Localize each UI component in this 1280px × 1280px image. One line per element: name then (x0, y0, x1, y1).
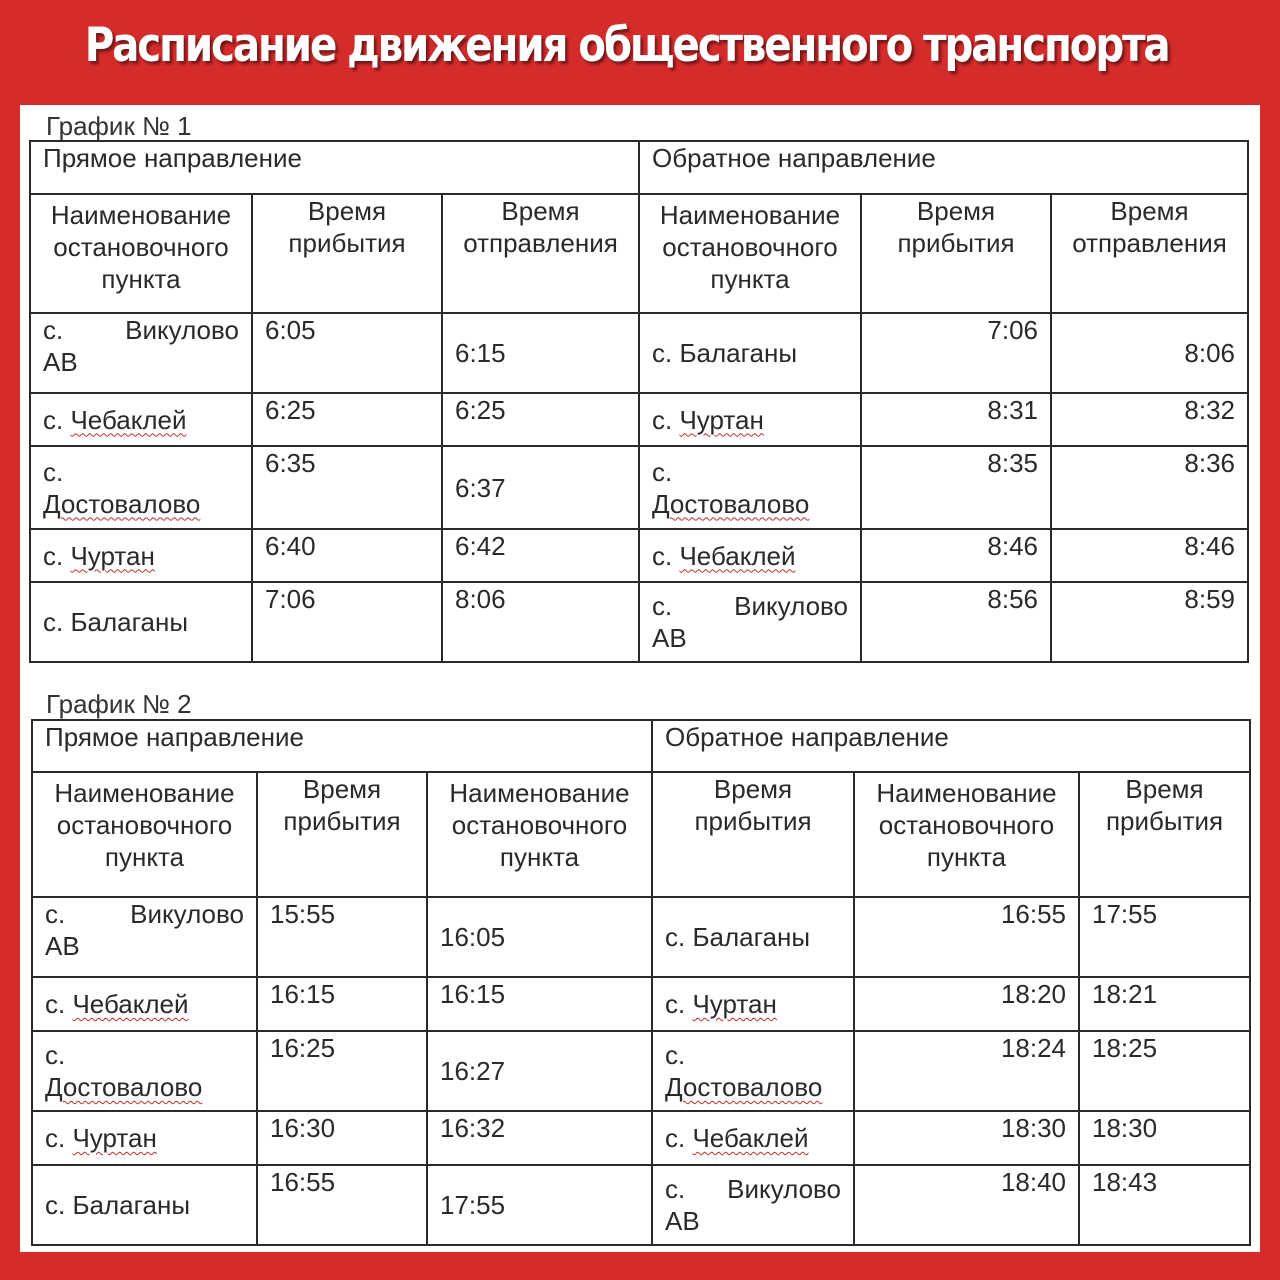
stop-name: с. Чуртан (639, 393, 861, 446)
departure-time: 8:32 (1051, 393, 1248, 446)
arrival-time: 7:06 (252, 582, 442, 662)
backward-direction-header: Обратное направление (652, 720, 1250, 772)
table-row (30, 446, 1248, 529)
table-row (30, 393, 1248, 446)
stop-name: с. Викулово АВ (652, 1165, 854, 1245)
departure-time: 16:32 (427, 1111, 652, 1165)
stop-name: с. Достовалово (639, 446, 861, 529)
arrival-time: 16:55 (854, 897, 1079, 977)
forward-direction-header: Прямое направление (32, 720, 652, 772)
column-header-arrival: Время прибытия (1079, 772, 1250, 897)
table-row (30, 582, 1248, 662)
stop-name: с. Достовалово (652, 1031, 854, 1111)
column-header-arrival: Время прибытия (652, 772, 854, 897)
table-row (32, 1031, 1250, 1111)
table-row (32, 977, 1250, 1031)
page-title: Расписание движения общественного транспорта (84, 18, 1169, 73)
table-row (32, 897, 1250, 977)
column-header-arrival: Время прибытия (252, 194, 442, 313)
stop-name: с. Чуртан (32, 1111, 257, 1165)
arrival-time: 6:40 (252, 529, 442, 582)
arrival-time: 16:55 (257, 1165, 427, 1245)
column-header-departure: Время отправления (442, 194, 639, 313)
stop-name: с. Чуртан (30, 529, 252, 582)
stop-name: с. Балаганы (32, 1165, 257, 1245)
arrival-time: 18:24 (854, 1031, 1079, 1111)
column-header-departure: Время отправления (1051, 194, 1248, 313)
forward-direction-header: Прямое направление (30, 141, 639, 194)
arrival-time: 18:40 (854, 1165, 1079, 1245)
arrival-time: 16:15 (257, 977, 427, 1031)
departure-time: 8:36 (1051, 446, 1248, 529)
table-row (30, 529, 1248, 582)
departure-time: 16:15 (427, 977, 652, 1031)
stop-name: с. Балаганы (639, 313, 861, 393)
departure-time: 16:27 (427, 1031, 652, 1111)
departure-time: 6:25 (442, 393, 639, 446)
stop-name: с. Достовалово (30, 446, 252, 529)
stop-name: с. Чебаклей (652, 1111, 854, 1165)
departure-time: 17:55 (427, 1165, 652, 1245)
stop-name: с. Викулово АВ (32, 897, 257, 977)
column-header-stop: Наименование остановочного пункта (854, 772, 1079, 897)
arrival-time: 18:20 (854, 977, 1079, 1031)
stop-name: с. Чебаклей (639, 529, 861, 582)
arrival-time: 8:35 (861, 446, 1051, 529)
stop-name: с. Балаганы (652, 897, 854, 977)
table-row (32, 1165, 1250, 1245)
departure-time: 8:59 (1051, 582, 1248, 662)
departure-time: 18:30 (1079, 1111, 1250, 1165)
schedule2-caption: График № 2 (46, 689, 192, 719)
arrival-time: 8:31 (861, 393, 1051, 446)
arrival-time: 6:35 (252, 446, 442, 529)
arrival-time: 7:06 (861, 313, 1051, 393)
arrival-time: 16:30 (257, 1111, 427, 1165)
column-header-arrival: Время прибытия (257, 772, 427, 897)
departure-time: 18:25 (1079, 1031, 1250, 1111)
departure-time: 8:06 (1051, 313, 1248, 393)
schedule-sheet (20, 105, 1260, 1252)
table-row (30, 313, 1248, 393)
schedule1-table (29, 140, 1249, 663)
arrival-time: 18:30 (854, 1111, 1079, 1165)
stop-name: с. Викулово АВ (639, 582, 861, 662)
stop-name: с. Балаганы (30, 582, 252, 662)
departure-time: 18:21 (1079, 977, 1250, 1031)
departure-time: 6:42 (442, 529, 639, 582)
departure-time: 8:46 (1051, 529, 1248, 582)
stop-name: с. Чебаклей (30, 393, 252, 446)
schedule1-caption: График № 1 (46, 111, 192, 141)
column-header-arrival: Время прибытия (861, 194, 1051, 313)
arrival-time: 8:56 (861, 582, 1051, 662)
arrival-time: 6:05 (252, 313, 442, 393)
column-header-stop: Наименование остановочного пункта (639, 194, 861, 313)
column-header-stop: Наименование остановочного пункта (30, 194, 252, 313)
departure-time: 8:06 (442, 582, 639, 662)
departure-time: 6:15 (442, 313, 639, 393)
column-header-stop: Наименование остановочного пункта (427, 772, 652, 897)
schedule2-table (31, 719, 1251, 1246)
backward-direction-header: Обратное направление (639, 141, 1248, 194)
stop-name: с. Достовалово (32, 1031, 257, 1111)
stop-name: с. Викулово АВ (30, 313, 252, 393)
departure-time: 18:43 (1079, 1165, 1250, 1245)
departure-time: 17:55 (1079, 897, 1250, 977)
arrival-time: 15:55 (257, 897, 427, 977)
column-header-stop: Наименование остановочного пункта (32, 772, 257, 897)
stop-name: с. Чебаклей (32, 977, 257, 1031)
arrival-time: 16:25 (257, 1031, 427, 1111)
stop-name: с. Чуртан (652, 977, 854, 1031)
departure-time: 6:37 (442, 446, 639, 529)
departure-time: 16:05 (427, 897, 652, 977)
arrival-time: 6:25 (252, 393, 442, 446)
table-row (32, 1111, 1250, 1165)
arrival-time: 8:46 (861, 529, 1051, 582)
